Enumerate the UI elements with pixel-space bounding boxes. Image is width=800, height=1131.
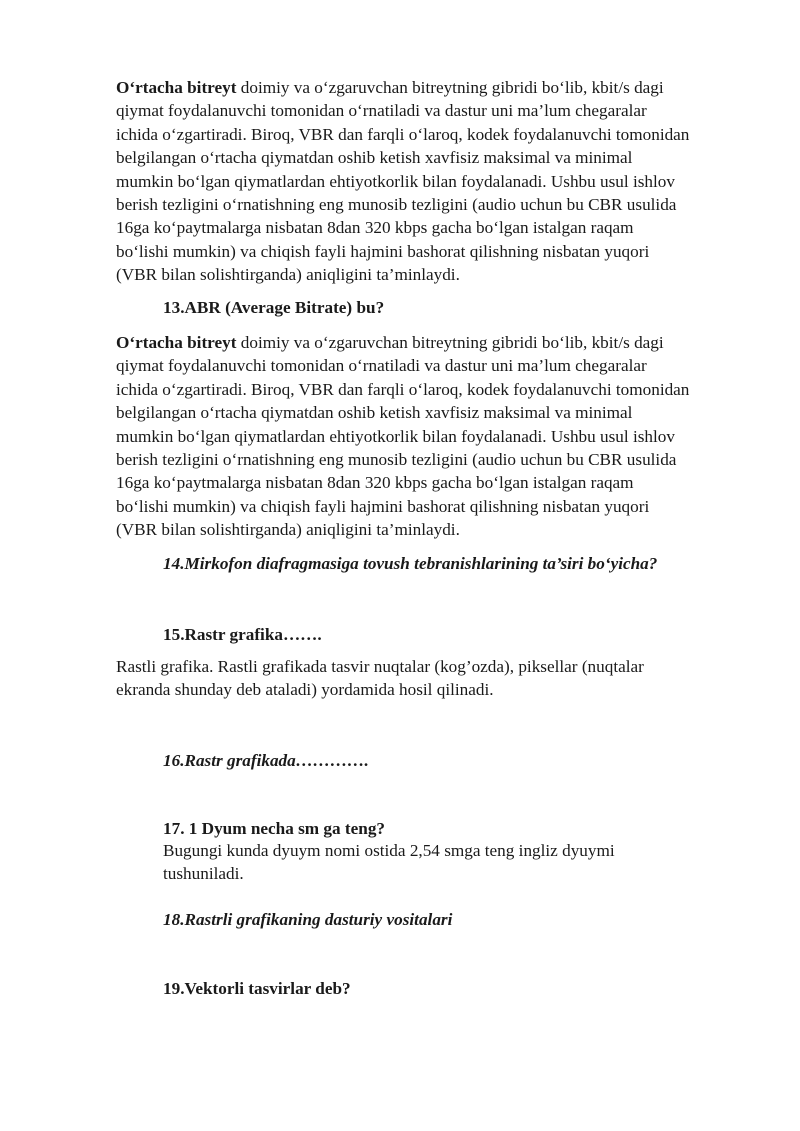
question-heading-18: 18.Rastrli grafikaning dasturiy vositalari <box>163 910 453 929</box>
paragraph-lead-term: O‘rtacha bitreyt <box>116 333 237 352</box>
question-heading-14: 14.Mirkofon diafragmasiga tovush tebranishlarining ta’siri bo‘yicha? <box>163 554 658 573</box>
question-heading-17: 17. 1 Dyum necha sm ga teng? <box>163 819 386 838</box>
question-heading-13: 13.ABR (Average Bitrate) bu? <box>163 298 385 317</box>
paragraph-lead-term: O‘rtacha bitreyt <box>116 78 237 97</box>
paragraph-abr-definition-1 <box>116 76 756 287</box>
paragraph-raster-graphics: Rastli grafika. Rastli grafikada tasvir nuqtalar (kog’ozda), piksellar (nuqtalar ekranda shunday deb ataladi) yordamida hosil qilinadi. <box>116 657 644 700</box>
question-heading-16: 16.Rastr grafikada…………. <box>163 751 369 770</box>
paragraph-body: doimiy va o‘zgaruvchan bitreytning gibridi bo‘lib, kbit/s dagi qiymat foydalanuvchi tomonidan o‘rnatiladi va dastur uni ma’lum chegaralar ichida o‘zgartiradi. Biroq, VBR dan farqli o‘laroq, kodek foydalanuvchi tomonidan belgilangan o‘rtacha qiymatdan oshib ketish xavfisiz maksimal va minimal mumkin bo‘lgan qiymatlardan ehtiyotkorlik bilan foydalanadi. Ushbu usul ishlov berish tezligini o‘rnatishning eng munosib tezligini (audio uchun bu CBR usulida 16ga ko‘paytmalarga nisbatan 8dan 320 kbps gacha bo‘lgan istalgan raqam bo‘lishi mumkin) va chiqish fayli hajmini bashorat qilishning nisbatan yuqori (VBR bilan solishtirganda) aniqligini ta’minlaydi. <box>116 78 690 285</box>
paragraph-abr-definition-2 <box>116 331 756 542</box>
paragraph-inch-answer: Bugungi kunda dyuym nomi ostida 2,54 smga teng ingliz dyuymi tushuniladi. <box>163 841 615 884</box>
question-heading-15: 15.Rastr grafika……. <box>163 625 322 644</box>
question-heading-19: 19.Vektorli tasvirlar deb? <box>163 979 351 998</box>
paragraph-body: doimiy va o‘zgaruvchan bitreytning gibridi bo‘lib, kbit/s dagi qiymat foydalanuvchi tomonidan o‘rnatiladi va dastur uni ma’lum chegaralar ichida o‘zgartiradi. Biroq, VBR dan farqli o‘laroq, kodek foydalanuvchi tomonidan belgilangan o‘rtacha qiymatdan oshib ketish xavfisiz maksimal va minimal mumkin bo‘lgan qiymatlardan ehtiyotkorlik bilan foydalanadi. Ushbu usul ishlov berish tezligini o‘rnatishning eng munosib tezligini (audio uchun bu CBR usulida 16ga ko‘paytmalarga nisbatan 8dan 320 kbps gacha bo‘lgan istalgan raqam bo‘lishi mumkin) va chiqish fayli hajmini bashorat qilishning nisbatan yuqori (VBR bilan solishtirganda) aniqligini ta’minlaydi. <box>116 333 690 540</box>
